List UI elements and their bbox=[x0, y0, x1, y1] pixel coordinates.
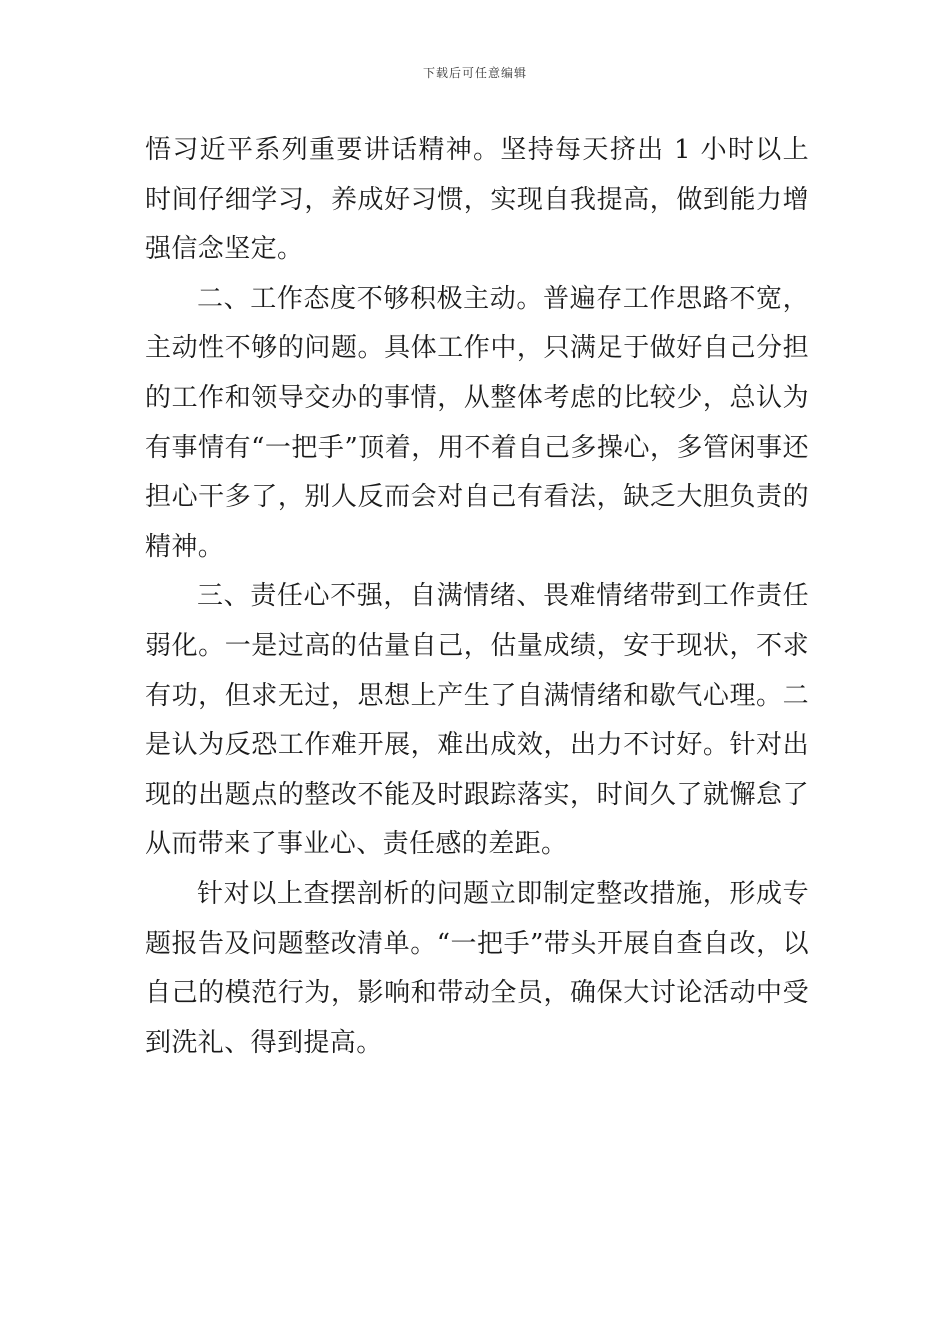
paragraph-continuation: 悟习近平系列重要讲话精神。坚持每天挤出 1 小时以上时间仔细学习，养成好习惯，实现自我提高，做到能力增强信念坚定。 bbox=[145, 135, 809, 265]
paragraph-rectification: 针对以上查摆剖析的问题立即制定整改措施，形成专题报告及问题整改清单。“一把手”带头开展自查自改，以自己的模范行为，影响和带动全员，确保大讨论活动中受到洗礼、得到提高。 bbox=[145, 878, 809, 1058]
paragraph-work-attitude: 二、工作态度不够积极主动。普遍存工作思路不宽，主动性不够的问题。具体工作中，只满足于做好自己分担的工作和领导交办的事情，从整体考虑的比较少，总认为有事情有“一把手”顶着，用不着自己多操心，多管闲事还担心干多了，别人反而会对自己有看法，缺乏大胆负责的精神。 bbox=[145, 283, 809, 562]
paragraph-responsibility: 三、责任心不强，自满情绪、畏难情绪带到工作责任弱化。一是过高的估量自己，估量成绩，安于现状，不求有功，但求无过，思想上产生了自满情绪和歇气心理。二是认为反恐工作难开展，难出成效，出力不讨好。针对出现的出题点的整改不能及时跟踪落实，时间久了就懈怠了从而带来了事业心、责任感的差距。 bbox=[145, 581, 809, 860]
page-header: 下载后可任意编辑 bbox=[422, 66, 527, 80]
document-body bbox=[145, 126, 809, 1068]
